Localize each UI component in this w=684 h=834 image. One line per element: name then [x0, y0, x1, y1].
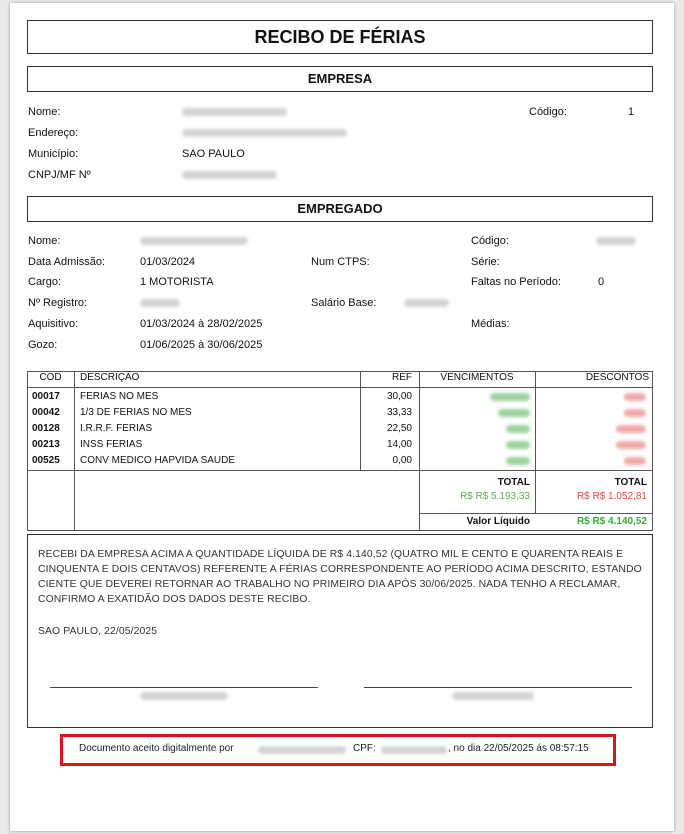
total-descontos-label: TOTAL [614, 477, 647, 488]
table-row-cod: 00017 [32, 391, 60, 402]
digital-acceptance-highlight [60, 734, 616, 766]
serie-label: Série: [471, 256, 500, 268]
ctps-label: Num CTPS: [311, 256, 370, 268]
gozo-value: 01/06/2025 à 30/06/2025 [140, 339, 263, 351]
declaration-place-date: SAO PAULO, 22/05/2025 [38, 626, 158, 637]
table-row-desc: FERIAS NO MES [80, 391, 159, 402]
table-row-cod: 00042 [32, 407, 60, 418]
empresa-nome-label: Nome: [28, 106, 61, 118]
empregado-nome-label: Nome: [28, 235, 61, 247]
faltas-value: 0 [598, 276, 605, 288]
total-vencimentos: R$ R$ 5.193,33 [459, 491, 530, 502]
desconto-redacted [624, 457, 646, 465]
acceptance-datetime: , no dia 22/05/2025 ás 08:57:15 [448, 743, 589, 754]
col-divider [419, 371, 420, 531]
total-descontos: R$ R$ 1.052,81 [576, 491, 647, 502]
table-row-ref: 22,50 [386, 423, 412, 434]
desconto-redacted [616, 425, 646, 433]
empresa-endereco-label: Endereço: [28, 127, 79, 139]
empresa-codigo: 1 [628, 106, 635, 118]
aquisitivo-label: Aquisitivo: [28, 318, 79, 330]
empresa-codigo-label: Código: [529, 106, 567, 118]
table-row-cod: 00525 [32, 455, 60, 466]
salario-redacted [404, 299, 449, 307]
faltas-label: Faltas no Período: [471, 276, 561, 288]
table-row-cod: 00213 [32, 439, 60, 450]
col-divider [74, 371, 75, 531]
desconto-redacted [624, 393, 646, 401]
table-row-ref: 0,00 [392, 455, 412, 466]
row-divider [419, 513, 653, 514]
row-divider [27, 470, 653, 471]
table-row-ref: 14,00 [386, 439, 412, 450]
empregado-nome-redacted [140, 237, 248, 245]
empregado-codigo-label: Código: [471, 235, 509, 247]
empresa-nome-redacted [182, 108, 287, 116]
vencimento-redacted [498, 409, 530, 417]
valor-liquido: R$ R$ 4.140,52 [576, 516, 647, 527]
empresa-municipio-label: Município: [28, 148, 79, 160]
vencimento-redacted [490, 393, 530, 401]
gozo-label: Gozo: [28, 339, 58, 351]
valor-liquido-label: Valor Líquido [466, 516, 530, 527]
col-descricao: DESCRIÇÃO [80, 372, 140, 383]
table-row-ref: 30,00 [386, 391, 412, 402]
registro-label: Nº Registro: [28, 297, 88, 309]
empresa-cnpj-redacted [182, 171, 277, 179]
table-row-desc: 1/3 DE FERIAS NO MES [80, 407, 192, 418]
admissao-value: 01/03/2024 [140, 256, 196, 268]
empregado-codigo-redacted [596, 237, 636, 245]
table-row-ref: 33,33 [386, 407, 412, 418]
cod-column [32, 389, 60, 469]
table-row-desc: I.R.R.F. FERIAS [80, 423, 153, 434]
cpf-label: CPF: [353, 743, 376, 754]
registro-redacted [140, 299, 180, 307]
employer-signature-line [50, 687, 318, 688]
empregado-header: EMPREGADO [27, 196, 653, 222]
vencimento-redacted [506, 457, 530, 465]
receipt-page [10, 3, 674, 831]
ref-column [360, 389, 412, 469]
table-row-desc: CONV MEDICO HAPVIDA SAUDE [80, 455, 236, 466]
empresa-endereco-redacted [182, 129, 347, 137]
acceptor-name-redacted [258, 746, 346, 754]
col-ref: REF [392, 372, 412, 383]
desconto-redacted [624, 409, 646, 417]
col-cod: COD [39, 372, 62, 383]
employer-signature-name-redacted [140, 692, 228, 700]
desconto-redacted [616, 441, 646, 449]
aquisitivo-value: 01/03/2024 à 28/02/2025 [140, 318, 263, 330]
employee-signature-name-redacted [452, 692, 534, 700]
row-divider [27, 387, 653, 388]
empresa-municipio: SAO PAULO [182, 148, 245, 160]
declaration-box [27, 534, 653, 728]
salario-label: Salário Base: [311, 297, 377, 309]
employee-signature-line [364, 687, 632, 688]
table-row-cod: 00128 [32, 423, 60, 434]
admissao-label: Data Admissão: [28, 256, 106, 268]
empresa-header: EMPRESA [27, 66, 653, 92]
accepted-digitally-text: Documento aceito digitalmente por [79, 743, 234, 754]
vencimento-redacted [506, 441, 530, 449]
medias-label: Médias: [471, 318, 510, 330]
table-row-desc: INSS FERIAS [80, 439, 143, 450]
cargo-label: Cargo: [28, 276, 62, 288]
cpf-redacted [381, 746, 447, 754]
vencimento-redacted [506, 425, 530, 433]
col-descontos: DESCONTOS [585, 372, 649, 383]
desc-column [80, 389, 235, 469]
col-vencimentos: VENCIMENTOS [440, 372, 514, 383]
empresa-cnpj-label: CNPJ/MF Nº [28, 169, 91, 181]
declaration-text: RECEBI DA EMPRESA ACIMA A QUANTIDADE LÍQUIDA DE R$ 4.140,52 (QUATRO MIL E CENTO E QUARENTA REAIS E CINQUENTA E DOIS CENTAVOS) REFERENTE A FÉRIAS CORRESPONDENTE AO PERÍODO ACIMA DESCRITO, ESTANDO CIENTE QUE DEVEREI RETORNAR AO TRABALHO NO PRIMEIRO DIA APÓS 30/06/2025. NADA TENHO A RECLAMAR, CONFIRMO A EXATIDÃO DOS DADOS DESTE RECIBO. [38, 549, 642, 605]
cargo-value: 1 MOTORISTA [140, 276, 214, 288]
receipt-title: RECIBO DE FÉRIAS [27, 20, 653, 54]
total-vencimentos-label: TOTAL [497, 477, 530, 488]
